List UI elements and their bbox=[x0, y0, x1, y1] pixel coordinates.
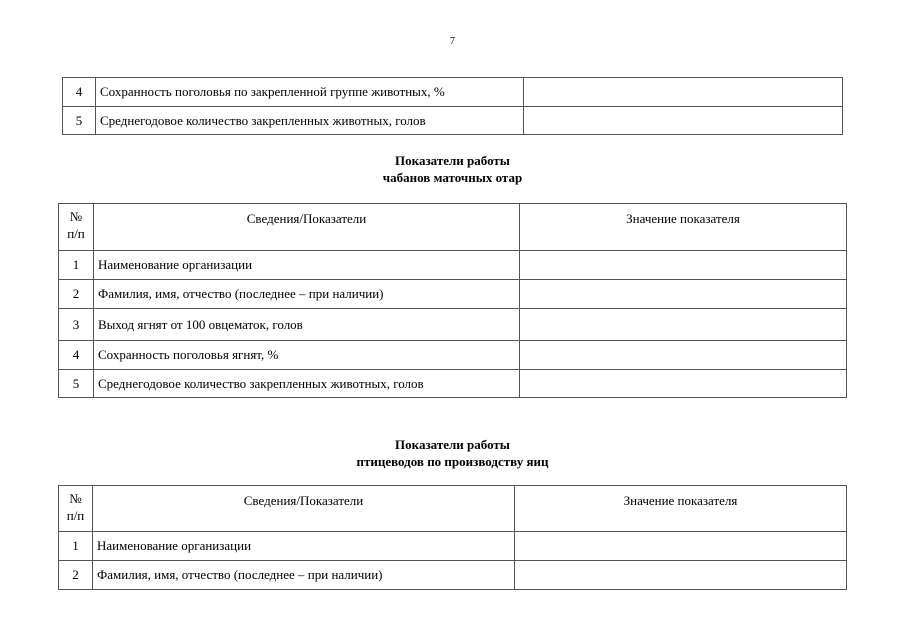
header-number-line: п/п bbox=[67, 226, 85, 241]
row-number: 2 bbox=[59, 561, 93, 590]
row-value-cell[interactable] bbox=[520, 251, 847, 280]
row-label: Среднегодовое количество закрепленных животных, голов bbox=[94, 370, 520, 398]
table-row bbox=[63, 78, 843, 107]
row-number: 4 bbox=[63, 78, 96, 107]
header-number-line: № bbox=[69, 209, 83, 224]
row-value-cell[interactable] bbox=[515, 561, 847, 590]
row-value-cell[interactable] bbox=[520, 309, 847, 341]
header-number bbox=[59, 486, 93, 532]
section-title-line: чабанов маточных отар bbox=[382, 170, 523, 185]
row-value-cell[interactable] bbox=[520, 341, 847, 370]
section-title-line: Показатели работы bbox=[395, 437, 510, 452]
section-title-line: Показатели работы bbox=[395, 153, 510, 168]
row-label: Фамилия, имя, отчество (последнее – при наличии) bbox=[93, 561, 515, 590]
poultry-indicators-table bbox=[58, 485, 847, 590]
header-value: Значение показателя bbox=[515, 486, 847, 532]
page-number: 7 bbox=[450, 36, 455, 47]
header-number bbox=[59, 204, 94, 251]
table-row bbox=[59, 280, 847, 309]
row-label: Выход ягнят от 100 овцематок, голов bbox=[94, 309, 520, 341]
shepherds-indicators-table bbox=[58, 203, 847, 398]
header-number-line: № bbox=[69, 491, 82, 506]
table-row bbox=[59, 370, 847, 398]
row-number: 2 bbox=[59, 280, 94, 309]
row-value-cell[interactable] bbox=[515, 532, 847, 561]
header-value: Значение показателя bbox=[520, 204, 847, 251]
row-value-cell[interactable] bbox=[520, 370, 847, 398]
row-number: 4 bbox=[59, 341, 94, 370]
row-label: Сохранность поголовья по закрепленной группе животных, % bbox=[96, 78, 524, 107]
header-label: Сведения/Показатели bbox=[94, 204, 520, 251]
section-title-poultry bbox=[0, 436, 905, 470]
row-label: Фамилия, имя, отчество (последнее – при наличии) bbox=[94, 280, 520, 309]
table-row bbox=[59, 341, 847, 370]
row-value-cell[interactable] bbox=[524, 78, 843, 107]
row-value-cell[interactable] bbox=[524, 107, 843, 135]
table-header-row bbox=[59, 486, 847, 532]
table-row bbox=[59, 251, 847, 280]
section-title-shepherds bbox=[0, 152, 905, 186]
row-number: 3 bbox=[59, 309, 94, 341]
table-header-row bbox=[59, 204, 847, 251]
row-label: Сохранность поголовья ягнят, % bbox=[94, 341, 520, 370]
row-number: 5 bbox=[59, 370, 94, 398]
table-row bbox=[59, 309, 847, 341]
header-number-line: п/п bbox=[66, 508, 85, 523]
row-label: Наименование организации bbox=[94, 251, 520, 280]
row-number: 5 bbox=[63, 107, 96, 135]
table-row bbox=[59, 561, 847, 590]
table-row bbox=[59, 532, 847, 561]
header-label: Сведения/Показатели bbox=[93, 486, 515, 532]
row-value-cell[interactable] bbox=[520, 280, 847, 309]
table-row bbox=[63, 107, 843, 135]
row-number: 1 bbox=[59, 532, 93, 561]
continuation-table bbox=[62, 77, 843, 135]
section-title-line: птицеводов по производству яиц bbox=[356, 454, 549, 469]
row-label: Среднегодовое количество закрепленных животных, голов bbox=[96, 107, 524, 135]
row-label: Наименование организации bbox=[93, 532, 515, 561]
row-number: 1 bbox=[59, 251, 94, 280]
